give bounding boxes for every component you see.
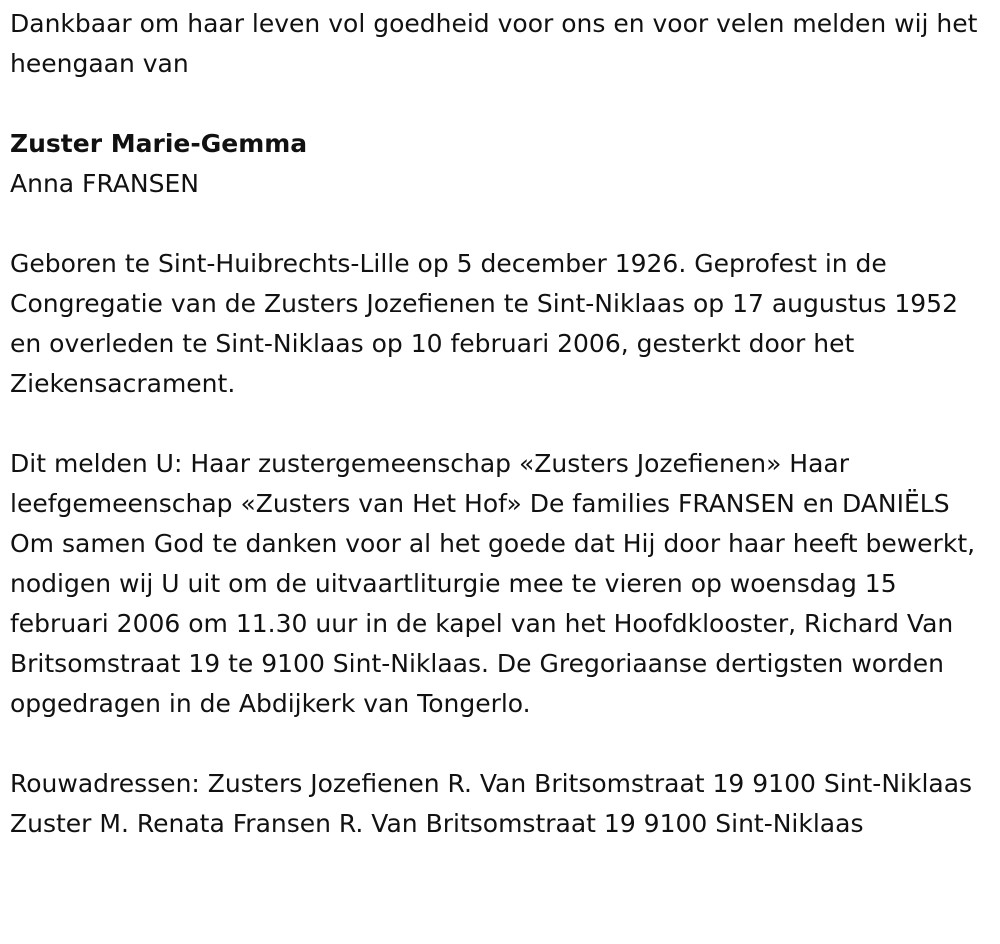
deceased-name-block bbox=[10, 124, 988, 204]
funeral-invitation-paragraph: Dit melden U: Haar zustergemeenschap «Zusters Jozefienen» Haar leefgemeenschap «Zusters van Het Hof» De families FRANSEN en DANIËLS Om samen God te danken voor al het goede dat Hij door haar heeft bewerkt, nodigen wij U uit om de uitvaartliturgie mee te vieren op woensdag 15 februari 2006 om 11.30 uur in de kapel van het Hoofdklooster, Richard Van Britsomstraat 19 te 9100 Sint-Niklaas. De Gregoriaanse dertigsten worden opgedragen in de Abdijkerk van Tongerlo. bbox=[10, 449, 976, 718]
biography-paragraph: Geboren te Sint-Huibrechts-Lille op 5 december 1926. Geprofest in de Congregatie van de Zusters Jozefienen te Sint-Niklaas op 17 augustus 1952 en overleden te Sint-Niklaas op 10 februari 2006, gesterkt door het Ziekensacrament. bbox=[10, 249, 958, 398]
condolence-addresses: Rouwadressen: Zusters Jozefienen R. Van Britsomstraat 19 9100 Sint-Niklaas Zuster M. Renata Fransen R. Van Britsomstraat 19 9100 Sint-Niklaas bbox=[10, 769, 973, 838]
religious-name: Zuster Marie-Gemma bbox=[10, 129, 308, 158]
intro-text: Dankbaar om haar leven vol goedheid voor ons en voor velen melden wij het heengaan van bbox=[10, 9, 978, 78]
civil-name: Anna FRANSEN bbox=[10, 169, 199, 198]
